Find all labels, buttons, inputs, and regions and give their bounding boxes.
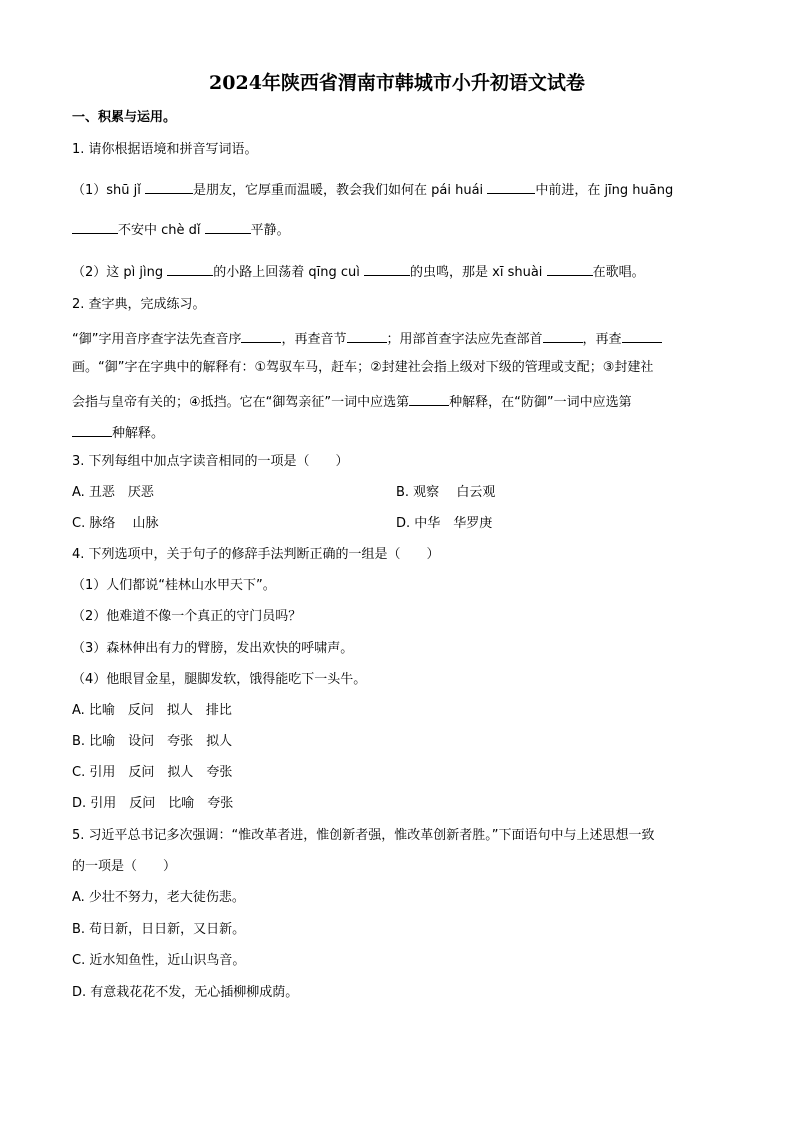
answer-blank[interactable] bbox=[347, 327, 387, 343]
q5-stem-line-2: 的一项是（ ） bbox=[72, 859, 177, 874]
q4-option-c[interactable]: C. 引用 反问 拟人 夸张 bbox=[72, 765, 233, 780]
q4-sentence-4: （4）他眼冒金星，腿脚发软，饿得能吃下一头牛。 bbox=[72, 672, 367, 687]
q1-line-1 bbox=[72, 178, 673, 198]
q1-text: 中前进，在 jīng huāng bbox=[535, 183, 674, 198]
q2-line-1 bbox=[72, 327, 662, 347]
answer-blank[interactable] bbox=[205, 218, 251, 234]
q4-option-a[interactable]: A. 比喻 反问 拟人 排比 bbox=[72, 703, 232, 718]
answer-blank[interactable] bbox=[167, 260, 213, 276]
q4-option-d[interactable]: D. 引用 反问 比喻 夸张 bbox=[72, 796, 234, 811]
answer-blank[interactable] bbox=[72, 421, 112, 437]
q3-option-a[interactable]: A. 丑恶 厌恶 bbox=[72, 485, 154, 500]
q4-sentence-2: （2）他难道不像一个真正的守门员吗？ bbox=[72, 609, 302, 624]
answer-blank[interactable] bbox=[543, 327, 583, 343]
q4-sentence-3: （3）森林伸出有力的臂膀，发出欢快的呼啸声。 bbox=[72, 641, 354, 656]
answer-blank[interactable] bbox=[487, 178, 535, 194]
q2-stem: 2. 查字典，完成练习。 bbox=[72, 297, 206, 312]
q3-option-b[interactable]: B. 观察 白云观 bbox=[396, 485, 496, 500]
answer-blank[interactable] bbox=[364, 260, 410, 276]
answer-blank[interactable] bbox=[409, 390, 449, 406]
q2-text: 会指与皇帝有关的；④抵挡。它在“御驾亲征”一词中应选第 bbox=[72, 395, 410, 410]
q4-stem: 4. 下列选项中，关于句子的修辞手法判断正确的一组是（ ） bbox=[72, 547, 440, 562]
answer-blank[interactable] bbox=[547, 260, 593, 276]
q2-line-2: 画。“御”字在字典中的解释有：①驾驭车马，赶车；②封建社会指上级对下级的管理或支配；③封建社 bbox=[72, 360, 654, 375]
q5-option-a[interactable]: A. 少壮不努力，老大徒伤悲。 bbox=[72, 890, 245, 905]
answer-blank[interactable] bbox=[622, 327, 662, 343]
q1-text: 是朋友，它厚重而温暖，教会我们如何在 pái huái bbox=[193, 183, 488, 198]
q2-text: ，再查 bbox=[582, 332, 622, 347]
q5-option-d[interactable]: D. 有意栽花花不发，无心插柳柳成荫。 bbox=[72, 985, 299, 1000]
q1-text: 不安中 chè dǐ bbox=[118, 223, 205, 238]
page-title: 2024年陕西省渭南市韩城市小升初语文试卷 bbox=[209, 72, 585, 94]
q2-text: ；用部首查字法应先查部首 bbox=[386, 332, 543, 347]
q1-text: 的小路上回荡着 qīng cuì bbox=[213, 265, 365, 280]
q3-option-c[interactable]: C. 脉络 山脉 bbox=[72, 516, 159, 531]
q5-option-b[interactable]: B. 苟日新，日日新，又日新。 bbox=[72, 922, 246, 937]
q2-line-3 bbox=[72, 390, 632, 410]
answer-blank[interactable] bbox=[72, 218, 118, 234]
q2-text: ，再查音节 bbox=[281, 332, 347, 347]
q1-line-2 bbox=[72, 218, 290, 238]
q1-text: （2）这 pì jìng bbox=[72, 265, 168, 280]
q2-text: 种解释。 bbox=[112, 426, 165, 441]
q1-text: 的虫鸣，那是 xī shuài bbox=[410, 265, 547, 280]
q1-text: 在歌唱。 bbox=[592, 265, 645, 280]
q4-option-b[interactable]: B. 比喻 设问 夸张 拟人 bbox=[72, 734, 233, 749]
q3-option-d[interactable]: D. 中华 华罗庚 bbox=[396, 516, 493, 531]
q1-line-3 bbox=[72, 260, 645, 280]
q2-text: 种解释，在“防御”一词中应选第 bbox=[449, 395, 632, 410]
q5-option-c[interactable]: C. 近水知鱼性，近山识鸟音。 bbox=[72, 953, 246, 968]
section-heading: 一、积累与运用。 bbox=[72, 110, 177, 125]
q2-line-4 bbox=[72, 421, 164, 441]
q1-stem: 1. 请你根据语境和拼音写词语。 bbox=[72, 142, 258, 157]
q5-stem-line-1: 5. 习近平总书记多次强调：“惟改革者进，惟创新者强，惟改革创新者胜。”下面语句中与上述思想一致 bbox=[72, 828, 655, 843]
q4-sentence-1: （1）人们都说“桂林山水甲天下”。 bbox=[72, 578, 276, 593]
q3-stem: 3. 下列每组中加点字读音相同的一项是（ ） bbox=[72, 454, 349, 469]
q1-text: （1）shū jǐ bbox=[72, 183, 146, 198]
answer-blank[interactable] bbox=[241, 327, 281, 343]
q2-text: “御”字用音序查字法先查音序 bbox=[72, 332, 242, 347]
answer-blank[interactable] bbox=[145, 178, 193, 194]
q1-text: 平静。 bbox=[250, 223, 290, 238]
